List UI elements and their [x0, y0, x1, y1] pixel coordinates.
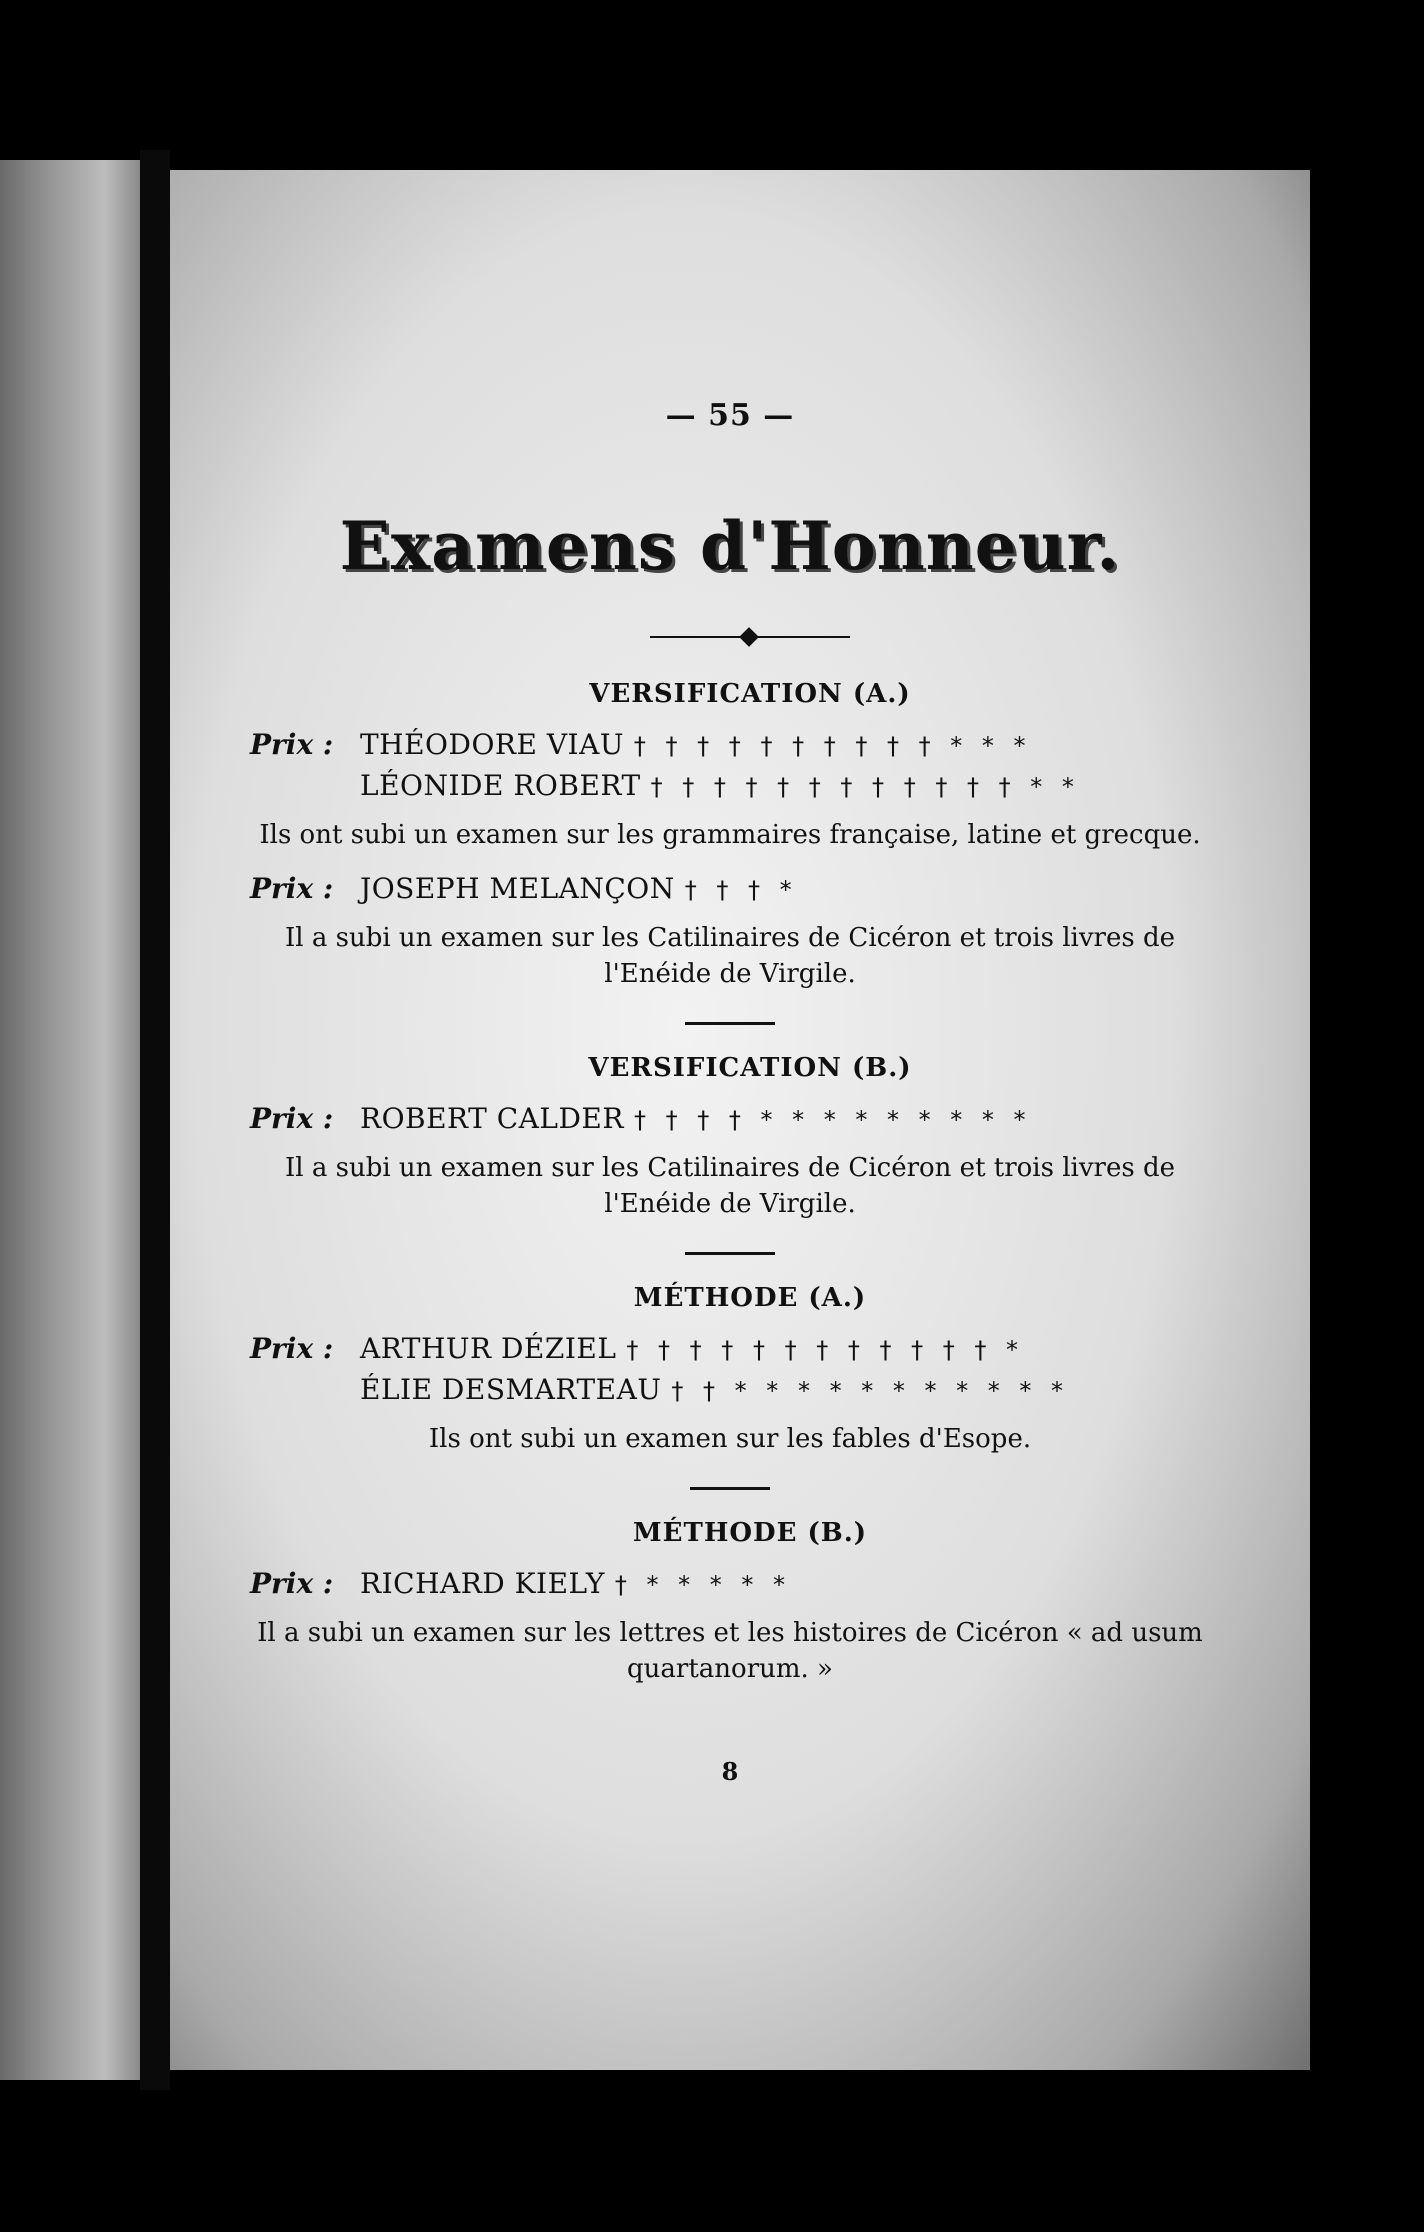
exam-description: Il a subi un examen sur les Catilinaires de Cicéron et trois livres de l'Enéide de Virgile. [284, 923, 1176, 989]
laureate-list [360, 869, 798, 910]
prize-row [250, 1329, 1210, 1411]
title-ornament [650, 627, 850, 647]
laureate-list [360, 1099, 1031, 1140]
distinction-marks: † † † † † † † † † † † † * [626, 1336, 1024, 1364]
laureate-entry [360, 1564, 791, 1605]
distinction-marks: † † † † † † † † † † † † * * [650, 773, 1080, 801]
laureate-list [360, 725, 1080, 807]
prize-label: Prix : [250, 1332, 334, 1365]
distinction-marks: † † * * * * * * * * * * * [671, 1377, 1069, 1405]
exam-section [250, 1053, 1210, 1222]
laureate-entry [360, 869, 798, 910]
exam-section [250, 1283, 1210, 1457]
prize-label: Prix : [250, 1102, 334, 1135]
prize-label: Prix : [250, 1567, 334, 1600]
laureate-name: ARTHUR DÉZIEL [360, 1332, 617, 1365]
laureate-entry [360, 1370, 1069, 1411]
laureate-name: ROBERT CALDER [360, 1102, 624, 1135]
prize-label: Prix : [250, 728, 334, 761]
section-heading: MÉTHODE (A.) [633, 1283, 867, 1313]
prize-row [250, 1564, 1210, 1605]
page-number: — 55 — [665, 398, 795, 433]
laureate-entry [360, 1329, 1069, 1370]
exam-section [250, 1518, 1210, 1687]
laureate-entry [360, 766, 1080, 807]
prize-label: Prix : [250, 872, 334, 905]
prize-row [250, 1099, 1210, 1140]
laureate-entry [360, 1099, 1031, 1140]
signature-mark: 8 [721, 1757, 739, 1786]
laureate-name: RICHARD KIELY [360, 1567, 605, 1600]
prize-row [250, 725, 1210, 807]
section-heading: VERSIFICATION (B.) [588, 1053, 912, 1083]
page-title: Examens d'Honneur. [339, 507, 1121, 585]
laureate-name: ÉLIE DESMARTEAU [360, 1373, 662, 1406]
prize-row [250, 869, 1210, 910]
book-page [170, 170, 1310, 2070]
laureate-name: THÉODORE VIAU [360, 728, 624, 761]
page-content [250, 170, 1210, 1786]
book-gutter [140, 150, 170, 2090]
distinction-marks: † † † * [684, 876, 798, 904]
distinction-marks: † * * * * * [614, 1571, 791, 1599]
section-divider [690, 1487, 770, 1490]
section-divider [685, 1022, 775, 1025]
laureate-list [360, 1329, 1069, 1411]
laureate-name: LÉONIDE ROBERT [360, 769, 641, 802]
laureate-list [360, 1564, 791, 1605]
section-heading: MÉTHODE (B.) [632, 1518, 868, 1548]
exam-description: Il a subi un examen sur les lettres et les histoires de Cicéron « ad usum quartanorum. » [257, 1618, 1203, 1684]
section-divider [685, 1252, 775, 1255]
ornament-diamond [739, 627, 759, 647]
exam-description: Ils ont subi un examen sur les fables d'Esope. [428, 1424, 1032, 1454]
sections-container [250, 679, 1210, 1687]
distinction-marks: † † † † * * * * * * * * * [633, 1106, 1032, 1134]
adjacent-page-edge [0, 160, 140, 2080]
section-heading: VERSIFICATION (A.) [589, 679, 911, 709]
laureate-name: JOSEPH MELANÇON [360, 872, 675, 905]
distinction-marks: † † † † † † † † † † * * * [633, 732, 1032, 760]
laureate-entry [360, 725, 1080, 766]
exam-description: Il a subi un examen sur les Catilinaires de Cicéron et trois livres de l'Enéide de Virgile. [284, 1153, 1176, 1219]
exam-description: Ils ont subi un examen sur les grammaires française, latine et grecque. [259, 820, 1201, 850]
exam-section [250, 679, 1210, 992]
